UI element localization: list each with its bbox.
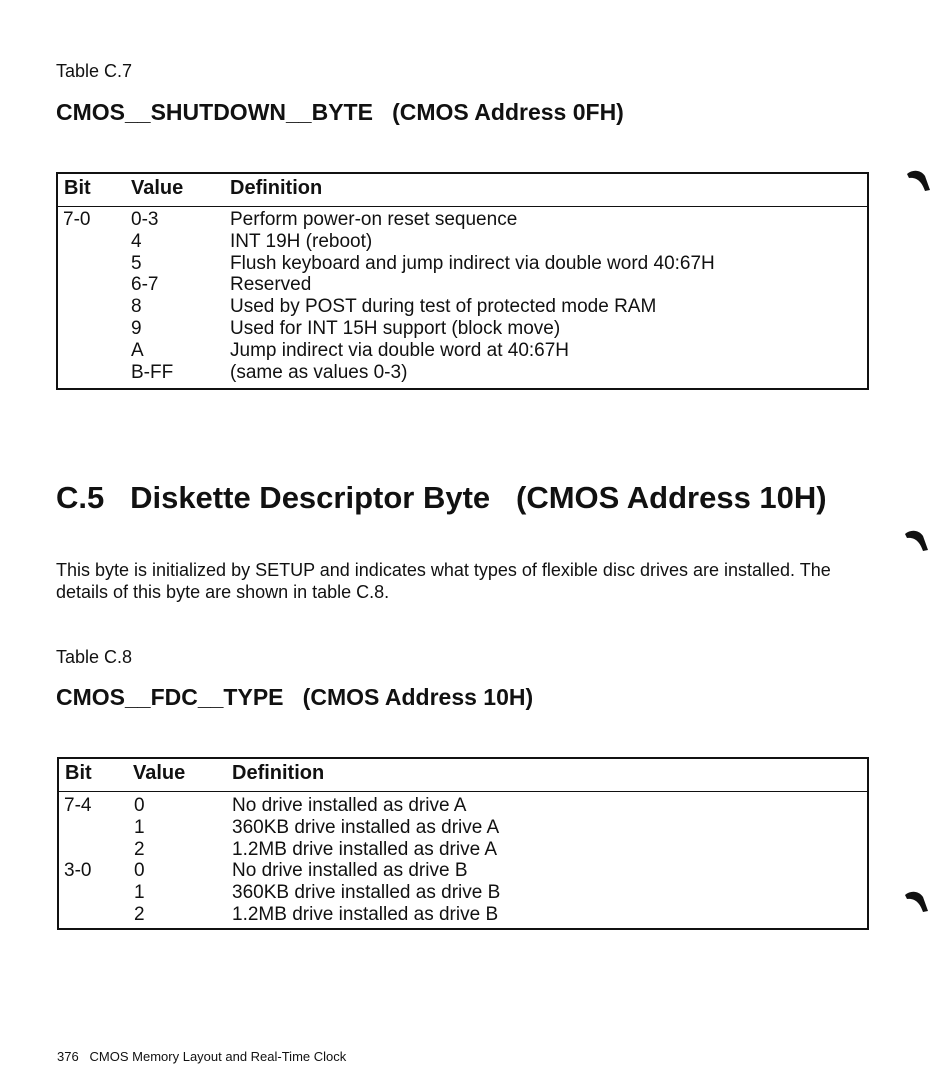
cell-value: 2 [134,903,145,925]
table-row [59,860,867,882]
cell-definition: 1.2MB drive installed as drive A [232,838,498,860]
table-row [59,817,867,839]
table-c8-caption: Table C.8 [56,647,133,667]
cell-value: B-FF [131,361,174,383]
cell-value: 1 [134,882,145,904]
cell-definition: No drive installed as drive B [232,860,468,882]
table-row [59,839,867,861]
header-definition: Definition [232,762,325,784]
cell-value: 8 [131,296,142,318]
cell-definition: 1.2MB drive installed as drive B [232,903,499,925]
cell-bit: 7-0 [63,209,91,230]
header-bit: Bit [64,177,91,199]
page-footer [57,1049,346,1064]
cell-definition: Perform power-on reset sequence [230,209,518,230]
cell-bit: 3-0 [64,860,92,882]
table-row [59,904,867,926]
table-c8-body [59,792,867,926]
cell-definition: INT 19H (reboot) [230,230,373,252]
cell-definition: Used for INT 15H support (block move) [230,317,561,339]
table-row [58,274,867,296]
table-c7-title: CMOS__SHUTDOWN__BYTE (CMOS Address 0FH) [56,99,624,125]
cell-value: A [131,339,144,361]
table-row [58,362,867,384]
table-c7 [56,172,869,390]
header-definition: Definition [230,177,323,199]
table-c8-title: CMOS__FDC__TYPE (CMOS Address 10H) [56,684,534,710]
cell-definition: Flush keyboard and jump indirect via double word 40:67H [230,252,715,274]
table-c7-body [58,207,867,383]
cell-value: 6-7 [131,274,159,296]
table-row [59,882,867,904]
cell-value: 0-3 [131,209,159,230]
header-bit: Bit [65,762,92,784]
header-value: Value [133,762,186,784]
page-number: 376 [57,1049,79,1064]
cell-definition: (same as values 0-3) [230,361,408,383]
cell-definition: 360KB drive installed as drive B [232,882,501,904]
cell-value: 0 [134,795,145,816]
header-value: Value [131,177,184,199]
section-paragraph: This byte is initialized by SETUP and indicates what types of flexible disc drives are installed. The details of this byte are shown in table C.8. [56,560,831,602]
table-row [58,318,867,340]
running-title: CMOS Memory Layout and Real-Time Clock [89,1049,347,1064]
cell-value: 5 [131,252,142,274]
cell-definition: No drive installed as drive A [232,795,467,816]
table-row [59,795,867,817]
binding-tab-mark-icon [903,528,929,552]
cell-definition: Jump indirect via double word at 40:67H [230,339,570,361]
table-row [58,253,867,275]
cell-value: 4 [131,230,142,252]
cell-value: 2 [134,838,145,860]
table-c8 [57,757,869,930]
table-row [58,209,867,231]
table-row [58,296,867,318]
cell-definition: 360KB drive installed as drive A [232,816,500,838]
section-heading: C.5 Diskette Descriptor Byte (CMOS Address 10H) [56,480,827,515]
table-c7-caption: Table C.7 [56,61,133,81]
cell-value: 9 [131,317,142,339]
cell-bit: 7-4 [64,795,92,816]
cell-definition: Reserved [230,274,312,296]
table-row [58,340,867,362]
binding-tab-mark-icon [903,889,929,913]
table-c8-header [59,759,867,792]
binding-tab-mark-icon [905,168,931,192]
table-row [58,231,867,253]
cell-value: 1 [134,816,145,838]
cell-definition: Used by POST during test of protected mode RAM [230,296,657,318]
table-c7-header [58,174,867,207]
cell-value: 0 [134,860,145,882]
